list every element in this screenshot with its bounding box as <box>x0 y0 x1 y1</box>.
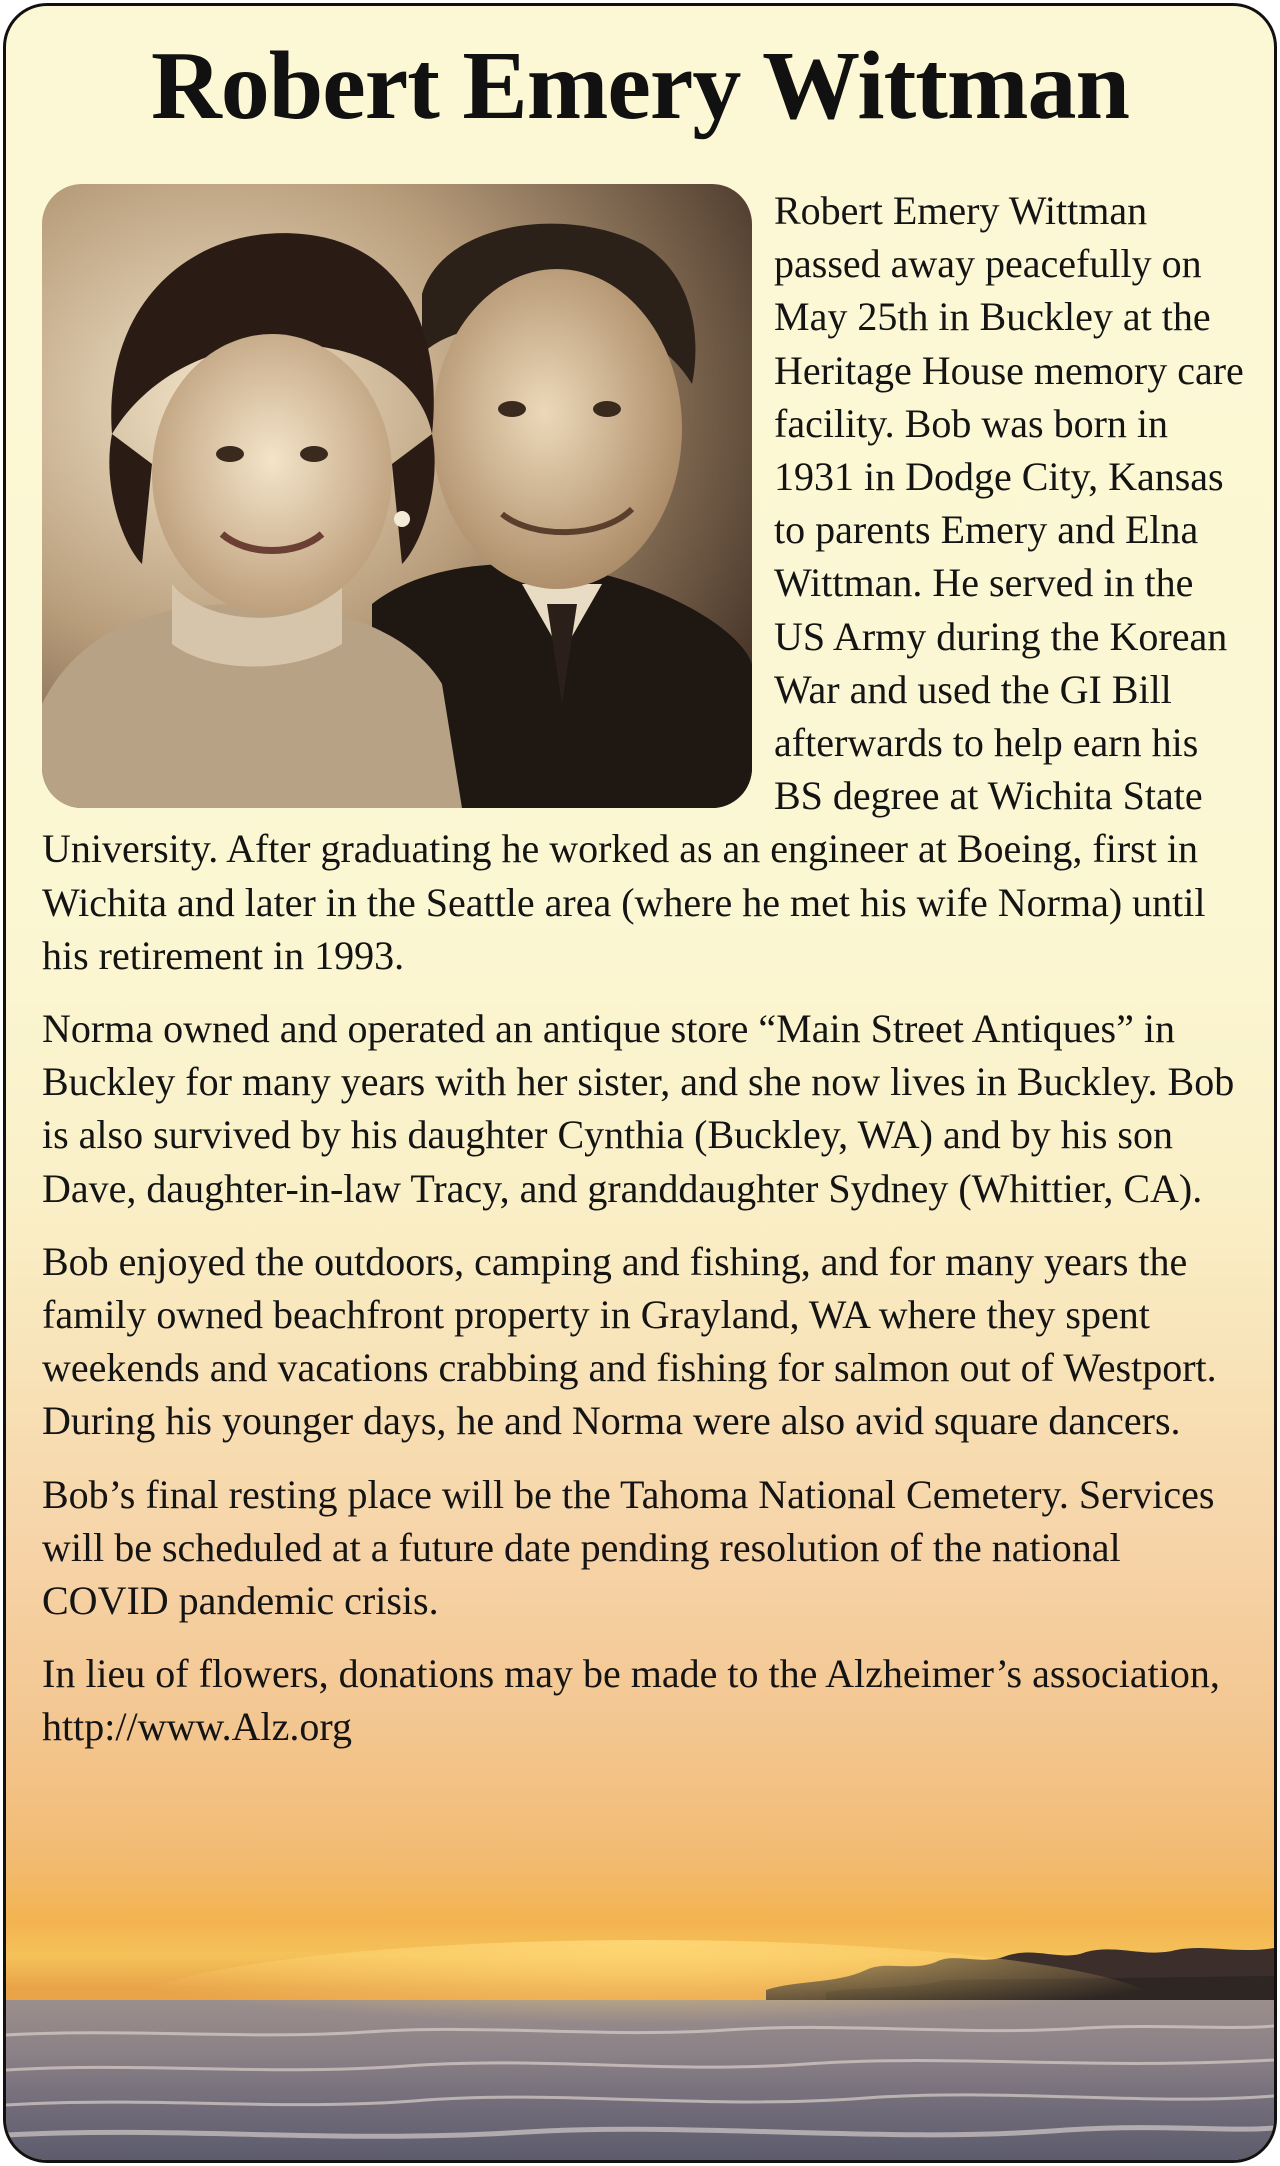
paragraph-survivors: Norma owned and operated an antique store “Main Street Antiques” in Buckley for many years with her sister, and she now lives in Buckley. Bob is also survived by his daughter Cynthia (Buckley, WA) and by his son Dave, daughter-in-law Tracy, and granddaughter Sydney (Whittier, CA). <box>42 1006 1235 1211</box>
obituary-body <box>42 184 1248 1774</box>
photo-text-wrap <box>42 184 774 820</box>
obituary-card <box>3 3 1277 2163</box>
deceased-name-title: Robert Emery Wittman <box>151 32 1129 140</box>
paragraph-resting-place: Bob’s final resting place will be the Tahoma National Cemetery. Services will be scheduled at a future date pending resolution of the national COVID pandemic crisis. <box>42 1471 1215 1624</box>
paragraph-hobbies: Bob enjoyed the outdoors, camping and fishing, and for many years the family owned beachfront property in Grayland, WA where they spent weekends and vacations crabbing and fishing for salmon out of Westport. During his younger days, he and Norma were also avid square dancers. <box>42 1238 1217 1444</box>
sunset-background-image <box>6 1940 1274 2160</box>
paragraph-donations: In lieu of flowers, donations may be made to the Alzheimer’s association, http://www.Alz.org <box>42 1651 1220 1750</box>
paragraph-life-career: Robert Emery Wittman passed away peacefully on May 25th in Buckley at the Heritage House memory care facility. Bob was born in 1931 in Dodge City, Kansas to parents Emery and Elna Wittman. He served in the US Army during the Korean War and used the GI Bill afterwards to help earn his BS degree at Wichita State University. After graduating he worked as an engineer at Boeing, first in Wichita and later in the Seattle area (where he met his wife Norma) until his retirement in 1993. <box>42 188 1244 978</box>
